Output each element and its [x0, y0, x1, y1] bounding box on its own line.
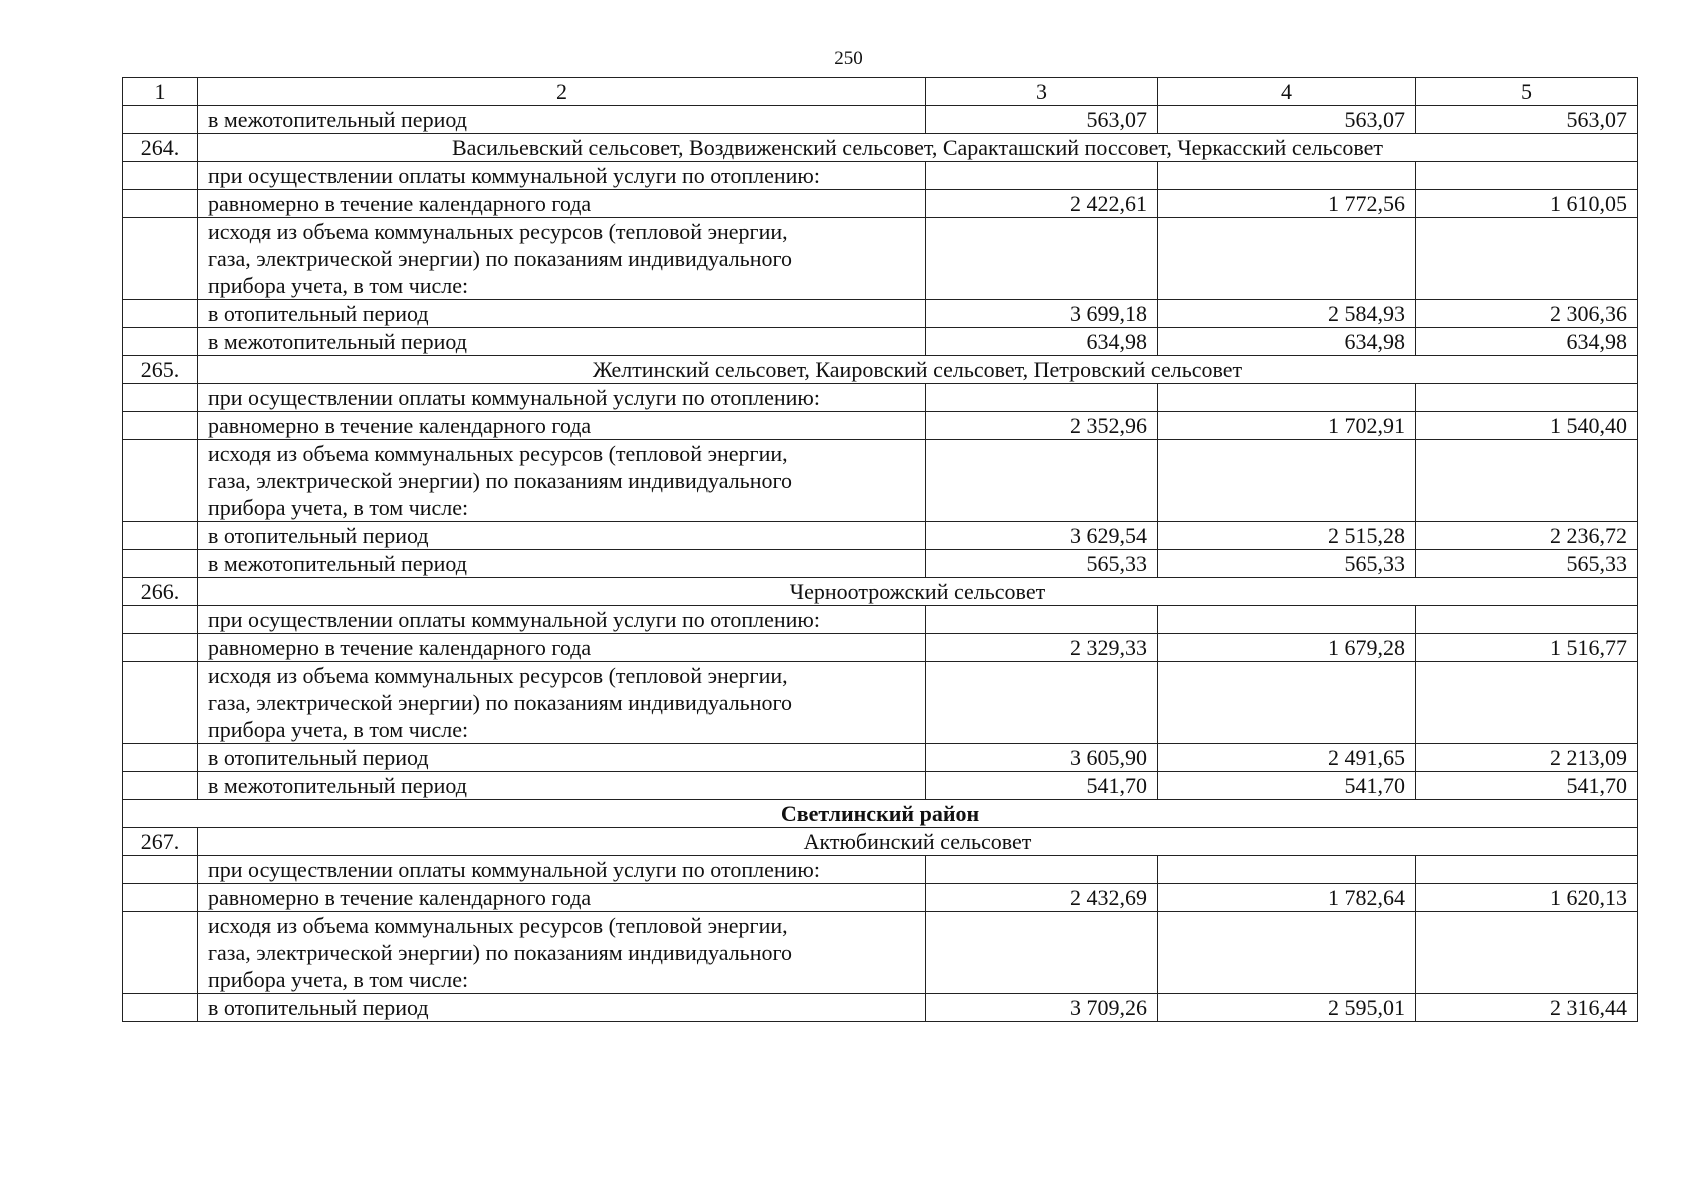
row-number-cell: [123, 106, 198, 134]
value-cell: [1416, 218, 1638, 300]
value-cell: 1 782,64: [1158, 884, 1416, 912]
group-header-row: [123, 134, 1638, 162]
table-row: [123, 162, 1638, 190]
table-row: [123, 744, 1638, 772]
description-line: газа, электрической энергии) по показаниям индивидуального: [208, 690, 792, 715]
row-description: в отопительный период: [198, 522, 926, 550]
value-cell: [1416, 856, 1638, 884]
column-header: 2: [198, 78, 926, 106]
description-line: исходя из объема коммунальных ресурсов (тепловой энергии,: [208, 441, 788, 466]
value-cell: 634,98: [926, 328, 1158, 356]
value-cell: 3 605,90: [926, 744, 1158, 772]
value-cell: 2 584,93: [1158, 300, 1416, 328]
row-number-cell: [123, 772, 198, 800]
group-header-row: [123, 578, 1638, 606]
description-line: газа, электрической энергии) по показаниям индивидуального: [208, 468, 792, 493]
row-number-cell: [123, 856, 198, 884]
group-title: Черноотрожский сельсовет: [198, 578, 1638, 606]
value-cell: [1158, 162, 1416, 190]
value-cell: 563,07: [926, 106, 1158, 134]
value-cell: 2 352,96: [926, 412, 1158, 440]
value-cell: 565,33: [1158, 550, 1416, 578]
value-cell: [1416, 912, 1638, 994]
group-title: Васильевский сельсовет, Воздвиженский сельсовет, Саракташский поссовет, Черкасский сельсовет: [198, 134, 1638, 162]
value-cell: [1158, 606, 1416, 634]
column-header-row: [123, 78, 1638, 106]
row-description: в отопительный период: [198, 744, 926, 772]
row-number-cell: [123, 190, 198, 218]
description-line: исходя из объема коммунальных ресурсов (тепловой энергии,: [208, 219, 788, 244]
value-cell: 565,33: [1416, 550, 1638, 578]
page-number: 250: [834, 48, 863, 69]
value-cell: 2 316,44: [1416, 994, 1638, 1022]
value-cell: 1 620,13: [1416, 884, 1638, 912]
value-cell: 1 702,91: [1158, 412, 1416, 440]
value-cell: 1 679,28: [1158, 634, 1416, 662]
value-cell: 2 515,28: [1158, 522, 1416, 550]
value-cell: [926, 606, 1158, 634]
value-cell: 1 610,05: [1416, 190, 1638, 218]
value-cell: 563,07: [1416, 106, 1638, 134]
row-number-cell: [123, 662, 198, 744]
description-line: прибора учета, в том числе:: [208, 717, 469, 742]
row-description: при осуществлении оплаты коммунальной услуги по отоплению:: [198, 384, 926, 412]
value-cell: [926, 662, 1158, 744]
row-description: при осуществлении оплаты коммунальной услуги по отоплению:: [198, 856, 926, 884]
value-cell: 2 213,09: [1416, 744, 1638, 772]
row-description: в отопительный период: [198, 994, 926, 1022]
table-row: [123, 218, 1638, 300]
value-cell: 541,70: [926, 772, 1158, 800]
row-number-cell: [123, 440, 198, 522]
value-cell: 2 306,36: [1416, 300, 1638, 328]
column-header: 3: [926, 78, 1158, 106]
value-cell: 2 491,65: [1158, 744, 1416, 772]
value-cell: [926, 218, 1158, 300]
description-line: газа, электрической энергии) по показаниям индивидуального: [208, 940, 792, 965]
tariff-table: [122, 77, 1638, 1022]
table-row: [123, 856, 1638, 884]
value-cell: 2 595,01: [1158, 994, 1416, 1022]
value-cell: 634,98: [1158, 328, 1416, 356]
row-description: равномерно в течение календарного года: [198, 190, 926, 218]
value-cell: [926, 384, 1158, 412]
value-cell: [1416, 384, 1638, 412]
description-line: исходя из объема коммунальных ресурсов (тепловой энергии,: [208, 913, 788, 938]
description-line: исходя из объема коммунальных ресурсов (тепловой энергии,: [208, 663, 788, 688]
table-row: [123, 662, 1638, 744]
value-cell: [1416, 162, 1638, 190]
group-title: Желтинский сельсовет, Каировский сельсовет, Петровский сельсовет: [198, 356, 1638, 384]
row-number-cell: [123, 218, 198, 300]
column-header: 4: [1158, 78, 1416, 106]
value-cell: [1158, 662, 1416, 744]
table-body: [123, 78, 1638, 1022]
value-cell: [1158, 384, 1416, 412]
column-header: 5: [1416, 78, 1638, 106]
table-row: [123, 634, 1638, 662]
value-cell: 2 432,69: [926, 884, 1158, 912]
value-cell: [1158, 912, 1416, 994]
value-cell: 3 629,54: [926, 522, 1158, 550]
row-description: в межотопительный период: [198, 772, 926, 800]
description-line: прибора учета, в том числе:: [208, 495, 469, 520]
value-cell: [926, 912, 1158, 994]
table-row: [123, 772, 1638, 800]
table-row: [123, 884, 1638, 912]
value-cell: 563,07: [1158, 106, 1416, 134]
group-number: 264.: [123, 134, 198, 162]
value-cell: [1416, 606, 1638, 634]
group-number: 266.: [123, 578, 198, 606]
description-line: газа, электрической энергии) по показаниям индивидуального: [208, 246, 792, 271]
value-cell: 2 422,61: [926, 190, 1158, 218]
table-row: [123, 550, 1638, 578]
row-description: равномерно в течение календарного года: [198, 884, 926, 912]
table-row: [123, 300, 1638, 328]
row-number-cell: [123, 994, 198, 1022]
table-row: [123, 412, 1638, 440]
group-title: Актюбинский сельсовет: [198, 828, 1638, 856]
row-number-cell: [123, 912, 198, 994]
row-description: [198, 912, 926, 994]
group-header-row: [123, 828, 1638, 856]
description-line: прибора учета, в том числе:: [208, 273, 469, 298]
table-row: [123, 106, 1638, 134]
table-row: [123, 190, 1638, 218]
group-header-row: [123, 356, 1638, 384]
row-description: при осуществлении оплаты коммунальной услуги по отоплению:: [198, 162, 926, 190]
value-cell: 1 516,77: [1416, 634, 1638, 662]
row-description: равномерно в течение календарного года: [198, 412, 926, 440]
value-cell: 1 540,40: [1416, 412, 1638, 440]
value-cell: [926, 440, 1158, 522]
region-title: Светлинский район: [123, 800, 1638, 828]
table-row: [123, 384, 1638, 412]
value-cell: [1416, 662, 1638, 744]
row-number-cell: [123, 884, 198, 912]
value-cell: 565,33: [926, 550, 1158, 578]
value-cell: [1416, 440, 1638, 522]
value-cell: 634,98: [1416, 328, 1638, 356]
row-description: при осуществлении оплаты коммунальной услуги по отоплению:: [198, 606, 926, 634]
value-cell: 1 772,56: [1158, 190, 1416, 218]
row-description: [198, 218, 926, 300]
value-cell: [1158, 218, 1416, 300]
region-header-row: [123, 800, 1638, 828]
row-description: в межотопительный период: [198, 106, 926, 134]
row-description: в межотопительный период: [198, 328, 926, 356]
row-number-cell: [123, 606, 198, 634]
value-cell: 541,70: [1416, 772, 1638, 800]
value-cell: [926, 856, 1158, 884]
row-number-cell: [123, 634, 198, 662]
table-row: [123, 994, 1638, 1022]
row-number-cell: [123, 412, 198, 440]
group-number: 267.: [123, 828, 198, 856]
value-cell: 3 699,18: [926, 300, 1158, 328]
row-number-cell: [123, 162, 198, 190]
row-description: в отопительный период: [198, 300, 926, 328]
table-row: [123, 606, 1638, 634]
row-description: [198, 662, 926, 744]
row-description: [198, 440, 926, 522]
group-number: 265.: [123, 356, 198, 384]
row-number-cell: [123, 522, 198, 550]
table-row: [123, 328, 1638, 356]
row-description: в межотопительный период: [198, 550, 926, 578]
value-cell: [1158, 440, 1416, 522]
value-cell: [1158, 856, 1416, 884]
row-description: равномерно в течение календарного года: [198, 634, 926, 662]
value-cell: 2 329,33: [926, 634, 1158, 662]
row-number-cell: [123, 300, 198, 328]
table-row: [123, 440, 1638, 522]
column-header: 1: [123, 78, 198, 106]
table-row: [123, 522, 1638, 550]
row-number-cell: [123, 744, 198, 772]
value-cell: 2 236,72: [1416, 522, 1638, 550]
row-number-cell: [123, 384, 198, 412]
value-cell: [926, 162, 1158, 190]
row-number-cell: [123, 328, 198, 356]
value-cell: 3 709,26: [926, 994, 1158, 1022]
description-line: прибора учета, в том числе:: [208, 967, 469, 992]
table-row: [123, 912, 1638, 994]
row-number-cell: [123, 550, 198, 578]
value-cell: 541,70: [1158, 772, 1416, 800]
